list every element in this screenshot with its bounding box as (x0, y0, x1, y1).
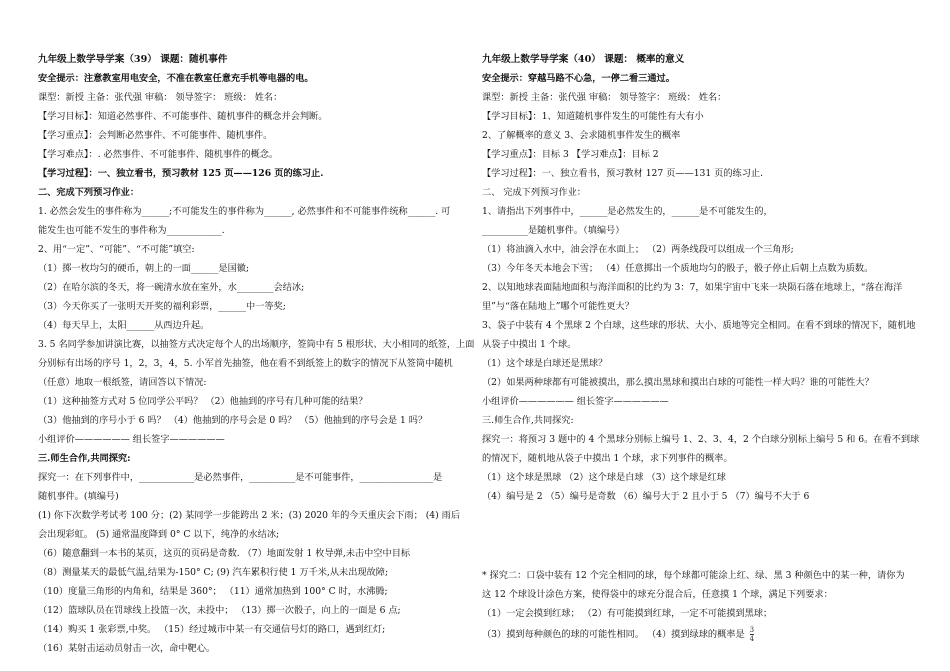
left-q1-line2: 能发生也可能不发生的事件称为____________. (38, 225, 225, 236)
left-difficulty: 【学习难点】：. 必然事件、不可能事件、随机事件的概念。 (38, 149, 279, 160)
right-explore1-sub2: （4）编号是 2 （5）编号是奇数 （6）编号大于 2 且小于 5 （7）编号不大于 6 (482, 491, 810, 502)
left-q3-sub1: （1）这种抽签方式对 5 位同学公平吗？ （2）他抽到的序号有几种可能的结果？ (38, 396, 368, 407)
left-q3-line2: 分别标有出场的序号 1，2，3，4，5. 小军首先抽签，他在看不到纸签上的数字的情况下从签筒中随机 (38, 358, 453, 369)
left-event-line6: （12）篮球队员在罚球线上投篮一次，未投中； （13）掷一次骰子，向上的一面是 6 点; (38, 605, 401, 616)
right-explore1-line1: 探究一：将预习 3 题中的 4 个黑球分别标上编号 1、2、3、4，2 个白球分别标上编号 5 和 6。在看不到球 (482, 434, 920, 445)
right-process: 【学习过程】：一、独立看书，预习教材 127 页——131 页的练习止. (482, 168, 764, 179)
left-q2-item4: （4）每天早上，太阳______从西边升起。 (38, 320, 210, 331)
right-q3-sub2: （2）如果两种球都有可能被摸出，那么摸出黑球和摸出白球的可能性一样大吗？谁的可能性大？ (482, 377, 874, 388)
right-key-difficulty: 【学习重点】：目标 3 【学习难点】：目标 2 (482, 149, 659, 160)
right-q2-line2: 里”与“落在陆地上”哪个可能性更大？ (482, 301, 634, 312)
left-q2: 2、用“一定”、“可能”、“不可能”填空: (38, 244, 195, 255)
left-section2-heading: 二、完成下列预习作业： (38, 187, 140, 198)
left-signature-line: 小组评价—————— 组长签字—————— (38, 434, 225, 445)
left-event-line3: （6）随意翻到一本书的某页，这页的页码是奇数. （7）地面发射 1 枚导弹,未击中空中目标 (38, 548, 411, 559)
right-q1-line2: __________是随机事件。（填编号） (482, 225, 625, 236)
left-safety-tip: 安全提示：注意教室用电安全，不准在教室任意充手机等电器的电。 (38, 73, 314, 84)
left-title: 九年级上数学导学案（39） 课题：随机事件 (38, 54, 228, 65)
right-q1-item1: （1）将油滴入水中，油会浮在水面上； （2）两条线段可以组成一个三角形; (482, 244, 794, 255)
right-meta: 课型：新授 主备：张代强 审稿： 领导签字： 班级： 姓名： (482, 92, 727, 103)
left-q2-item3: （3）今天你买了一张明天开奖的福利彩票，______中一等奖; (38, 301, 286, 312)
fraction-three-quarters (750, 626, 754, 643)
right-goal1: 【学习目标】：1、知道随机事件发生的可能性有大有小 (482, 111, 704, 122)
right-explore2-sub2-text: （3）摸到每种颜色的球的可能性相同。 （4）摸到绿球的概率是 (482, 629, 745, 640)
left-q3-sub2: （3）他抽到的序号小于 6 吗？ （4）他抽到的序号会是 0 吗？ （5）他抽到的序号会是 1 吗？ (38, 415, 428, 426)
left-q2-item1: （1）掷一枚均匀的硬币，朝上的一面______是国徽; (38, 263, 250, 274)
left-process: 【学习过程】：一、独立看书，预习教材 125 页——126 页的练习止. (38, 168, 324, 179)
right-q3-sub1: （1）这个球是白球还是黑球？ (482, 358, 608, 369)
right-explore2-sub1: （1）一定会摸到红球； （2）有可能摸到红球，一定不可能摸到黑球； (482, 608, 773, 619)
right-signature-line: 小组评价—————— 组长签字—————— (482, 396, 669, 407)
right-q3-line1: 3、袋子中装有 4 个黑球 2 个白球，这些球的形状、大小、质地等完全相同。在看不到球的情况下，随机地 (482, 320, 916, 331)
left-goal: 【学习目标】：知道必然事件、不可能事件、随机事件的概念并会判断。 (38, 111, 328, 122)
left-event-line8: （16）某射击运动员射击一次，命中靶心。 (38, 643, 216, 654)
answer-space (482, 506, 922, 566)
right-worksheet (482, 50, 922, 647)
left-q2-item2: （2）在哈尔滨的冬天，将一碗清水放在室外，水________会结冰; (38, 282, 305, 293)
right-section2-heading: 二、 完成下列预习作业： (482, 187, 586, 198)
right-explore2-line2: 这 12 个球设计涂色方案，使得袋中的球充分混合后，任意摸 1 个球，满足下列要求： (482, 589, 833, 600)
right-goal2: 2、了解概率的意义 3、会求随机事件发生的概率 (482, 130, 681, 141)
right-explore1-line2: 的情况下，随机地从袋子中摸出 1 个球，求下列事件的概率。 (482, 453, 733, 464)
left-event-line5: （10）度量三角形的内角和，结果是 360°； （11）通常加热到 100° C 时，水沸腾; (38, 586, 388, 597)
right-q1-line1: 1、请指出下列事件中，______是必然发生的，______是不可能发生的， (482, 206, 773, 217)
left-event-line4: （8）测量某天的最低气温,结果为-150° C; (9) 汽车累积行使 1 万千米,从未出现故障; (38, 567, 389, 578)
right-q2-line1: 2、以知地球表面陆地面积与海洋面积的比约为 3：7，如果宇宙中飞来一块陨石落在地球上，“落在海洋 (482, 282, 903, 293)
right-explore2-sub2 (482, 623, 922, 647)
right-explore2-line1: * 探究二：口袋中装有 12 个完全相同的球，每个球都可能涂上红、绿、黑 3 种颜色中的某一种，请你为 (482, 570, 905, 581)
right-q3-line2: 从袋子中摸出 1 个球。 (482, 339, 577, 350)
left-event-line2: 会出现彩虹。 (5) 通常温度降到 0° C 以下，纯净的水结冰; (38, 529, 280, 540)
left-explore1-line2: 随机事件。(填编号) (38, 491, 119, 502)
left-q3-line3: （任意）地取一根纸签，请回答以下情况: (38, 377, 207, 388)
left-explore1-line1: 探究一：在下列事件中，____________是必然事件，__________是不可能事件，________________是 (38, 472, 443, 483)
right-title: 九年级上数学导学案（40） 课题： 概率的意义 (482, 54, 685, 65)
left-event-line1: (1) 你下次数学考试考 100 分；(2) 某同学一步能跨出 2 米；(3) 2020 年的今天重庆会下雨； (4) 雨后 (38, 510, 461, 521)
left-section3-heading: 三.师生合作,共同探究: (38, 453, 131, 464)
left-q1-line1: 1. 必然会发生的事件称为______;不可能发生的事件称为______, 必然事件和不可能事件统称______. 可 (38, 206, 451, 217)
right-explore1-sub1: （1）这个球是黑球 （2）这个球是白球 （3）这个球是红球 (482, 472, 726, 483)
left-worksheet (38, 50, 476, 658)
right-q1-item2: （3）今年冬天本地会下雪； （4）任意掷出一个质地均匀的骰子，骰子停止后朝上点数为质数。 (482, 263, 874, 274)
fraction-denominator: 4 (749, 635, 755, 643)
right-section3-heading: 三.师生合作,共同探究: (482, 415, 574, 426)
left-key-point: 【学习重点】：会判断必然事件、不可能事件、随机事件。 (38, 130, 273, 141)
left-meta: 课型：新授 主备：张代强 审稿： 领导签字： 班级： 姓名： (38, 92, 283, 103)
left-event-line7: （14）购买 1 张彩票,中奖。 （15）经过城市中某一有交通信号灯的路口，遇到红灯; (38, 624, 386, 635)
fraction-numerator: 3 (749, 626, 755, 634)
right-safety-tip: 安全提示：穿越马路不心急，一停二看三通过。 (482, 73, 675, 84)
left-q3-line1: 3. 5 名同学参加讲演比赛，以抽签方式决定每个人的出场顺序，签筒中有 5 根形状、大小相同的纸签，上面 (38, 339, 475, 350)
